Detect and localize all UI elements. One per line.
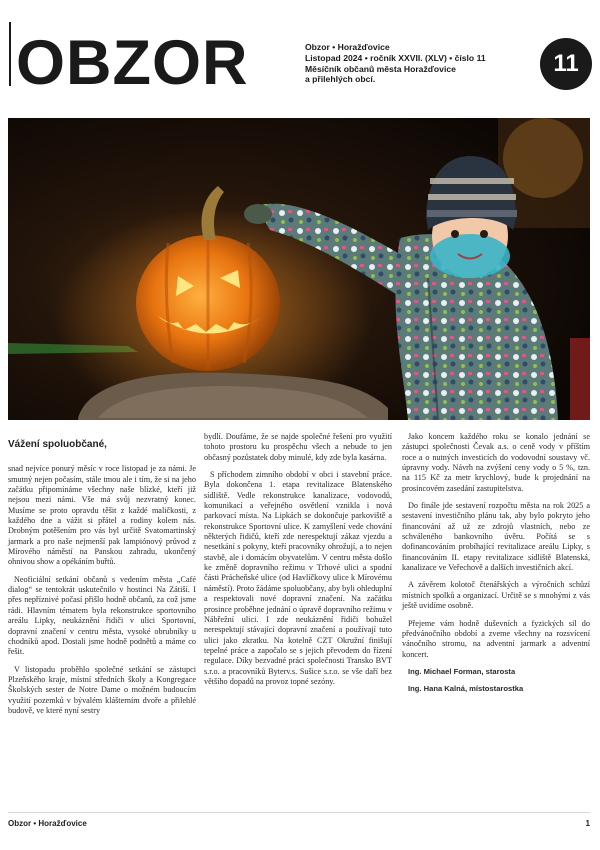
article-paragraph: V listopadu proběhlo společné setkání se zástupci Plzeňského kraje, místní středních školy a Kongregace Školských sester de Notre Dame o možném budoucím využití pozemků v bývalém klášterním dvoře a přilehlé budově, ve které nyní sestry — [8, 664, 196, 715]
meta-line-4: a přilehlých obcí. — [305, 74, 376, 85]
article-paragraph: A závěrem kolotoč čtenářských a výročních schůzí místních spolků a organizací. Určitě se s mnohými z vás ještě uvidíme osobně. — [402, 580, 590, 611]
article-paragraph: Přejeme vám hodně duševních a fyzických sil do předvánočního období a zveme všechny na rozsvícení vánočního stromu, na adventní jarmark a adventní koncert. — [402, 618, 590, 659]
article-column-1 — [8, 432, 196, 723]
meta-line-3: Měsíčník občanů města Horažďovice — [305, 63, 456, 74]
meta-line-2: Listopad 2024 • ročník XXVII. (XLV) • číslo 11 — [305, 52, 486, 63]
signature-mayor: Ing. Michael Forman, starosta — [408, 666, 516, 676]
cover-photo — [8, 118, 590, 420]
article-paragraph: bydlí. Doufáme, že se najde společné řešení pro využití tohoto prostoru ku prospěchu všech a nebude to jen občasný pozůstatek doby minulé, kdy zde byla kasárna. — [204, 432, 392, 462]
footer-label: Obzor • Horažďovice — [8, 819, 87, 828]
article-paragraph: Do finále jde sestavení rozpočtu města na rok 2025 a sestavení investičního plánu tak, aby bylo pokryto jeho financování až už ze zdrojů vlastních, nebo ze schváleného bankovního úvěru. Počítá se s dofinancováním probíhající revitalizace areálu Lipky, s financováním II. etapy revitalizace sídliště Blatenská, kanalizace ve Veřechově a dalších investičních akcí. — [402, 501, 590, 573]
article-greeting: Vážení spoluobčané, — [8, 439, 107, 450]
cover-photo-illustration — [8, 118, 590, 420]
masthead-rule — [9, 22, 11, 86]
article-paragraph: Jako koncem každého roku se konalo jednání se zástupci společnosti Čevak a.s. o ceně vody v příštím roce a o nutných investicích do vodovodní soustavy vč. úpravny vody. Návrh na zvýšení ceny vody o 5 %, tzn. na 115 Kč za metr krychlový, bude k projednání na prosincovém zasedání zastupitelstva. — [402, 432, 590, 493]
issue-number-badge: 11 — [540, 38, 592, 90]
article-column-3 — [402, 432, 590, 702]
article-paragraph: snad nejvíce ponurý měsíc v roce listopad je za námi. Je smutný nejen počasím, stále tmou ale i tím, že si na jeho začátku připomínáme všechny naše blízké, kteří již nejsou mezi námi. Vše má svůj nezvratný konec. Musíme se proto opravdu těšit z každé maličkosti, z každého dne a vážit si přátel a rodiny kolem nás. Drobným potěšením pro vás byl určitě Svatomartinský jarmark a pro naše nejmenší pak lampiónový průvod z Mírového náměstí na Panskou zahradu, ukončený ohnivou show a opékáním buřtů. — [8, 464, 196, 567]
masthead-meta — [305, 42, 515, 85]
signature-deputy-mayor: Ing. Hana Kalná, místostarostka — [408, 684, 524, 694]
article-column-2 — [204, 432, 392, 694]
article-paragraph: Neoficiální setkání občanů s vedením města „Café dialog“ se tentokrát uskutečnilo v hostinci Na Zátiší. I přes nepříznivé počasí přišlo hodně občanů, za což jsme rádi. Hlavním tématem byla rekonstrukce sportovního areálu Lipky, neukáznění řidiči v ulici Sportovní, dopravní značení v centru města, vysoké obrubníky u chodníků apod. Dostali jsme hodně podnětů a máme co řešit. — [8, 574, 196, 657]
masthead-title: OBZOR — [16, 28, 249, 98]
meta-line-1: Obzor • Horažďovice — [305, 42, 390, 52]
page-footer — [8, 812, 590, 828]
page-number: 1 — [585, 819, 590, 828]
article-paragraph: S příchodem zimního období v obci i stavební práce. Byla dokončena 1. etapa revitalizace Blatenského sídliště. Vedle rekonstrukce kanalizace, vodovodů, komunikací a veřejného osvětlení vznikla i nová parkovací místa. Na Lipkách se dokončuje parkoviště a rekonstrukce Sportovní ulice. K zamyšlení vede chování některých řidičů, kteří zde nerespektují zákaz vjezdu a nesetkání s pokyny, kteří pracovníky ohrožují, a to nejen stavbě, ale i domácím obyvatelům. V centru města došlo ke změně dopravního režimu v Trhové ulici a spodní části Prácheňské ulice (od Havlíčkovy ulice k Mírovému náměstí). Proto žádáme spoluobčany, aby byli ohleduplní a respektovali nové dopravní značení. Na začátku prosince proběhne jednání o úpravě dopravního režimu v Nábřežní ulici. I zde neukáznění řidiči bohužel nerespektují stávající dopravní značení a používají tuto ulici jako zkratku. Na kotelně CZT Okružní finišují tepelné práce a započalo se s jejich převodem do řízení regulace. Díky bezvadné práci společnosti Transko BVT s.r.o. a pracovníků Byterv.s. Sušice s.r.o. se vše daří bez většího dopadů na provoz topné sezóny. — [204, 470, 392, 686]
